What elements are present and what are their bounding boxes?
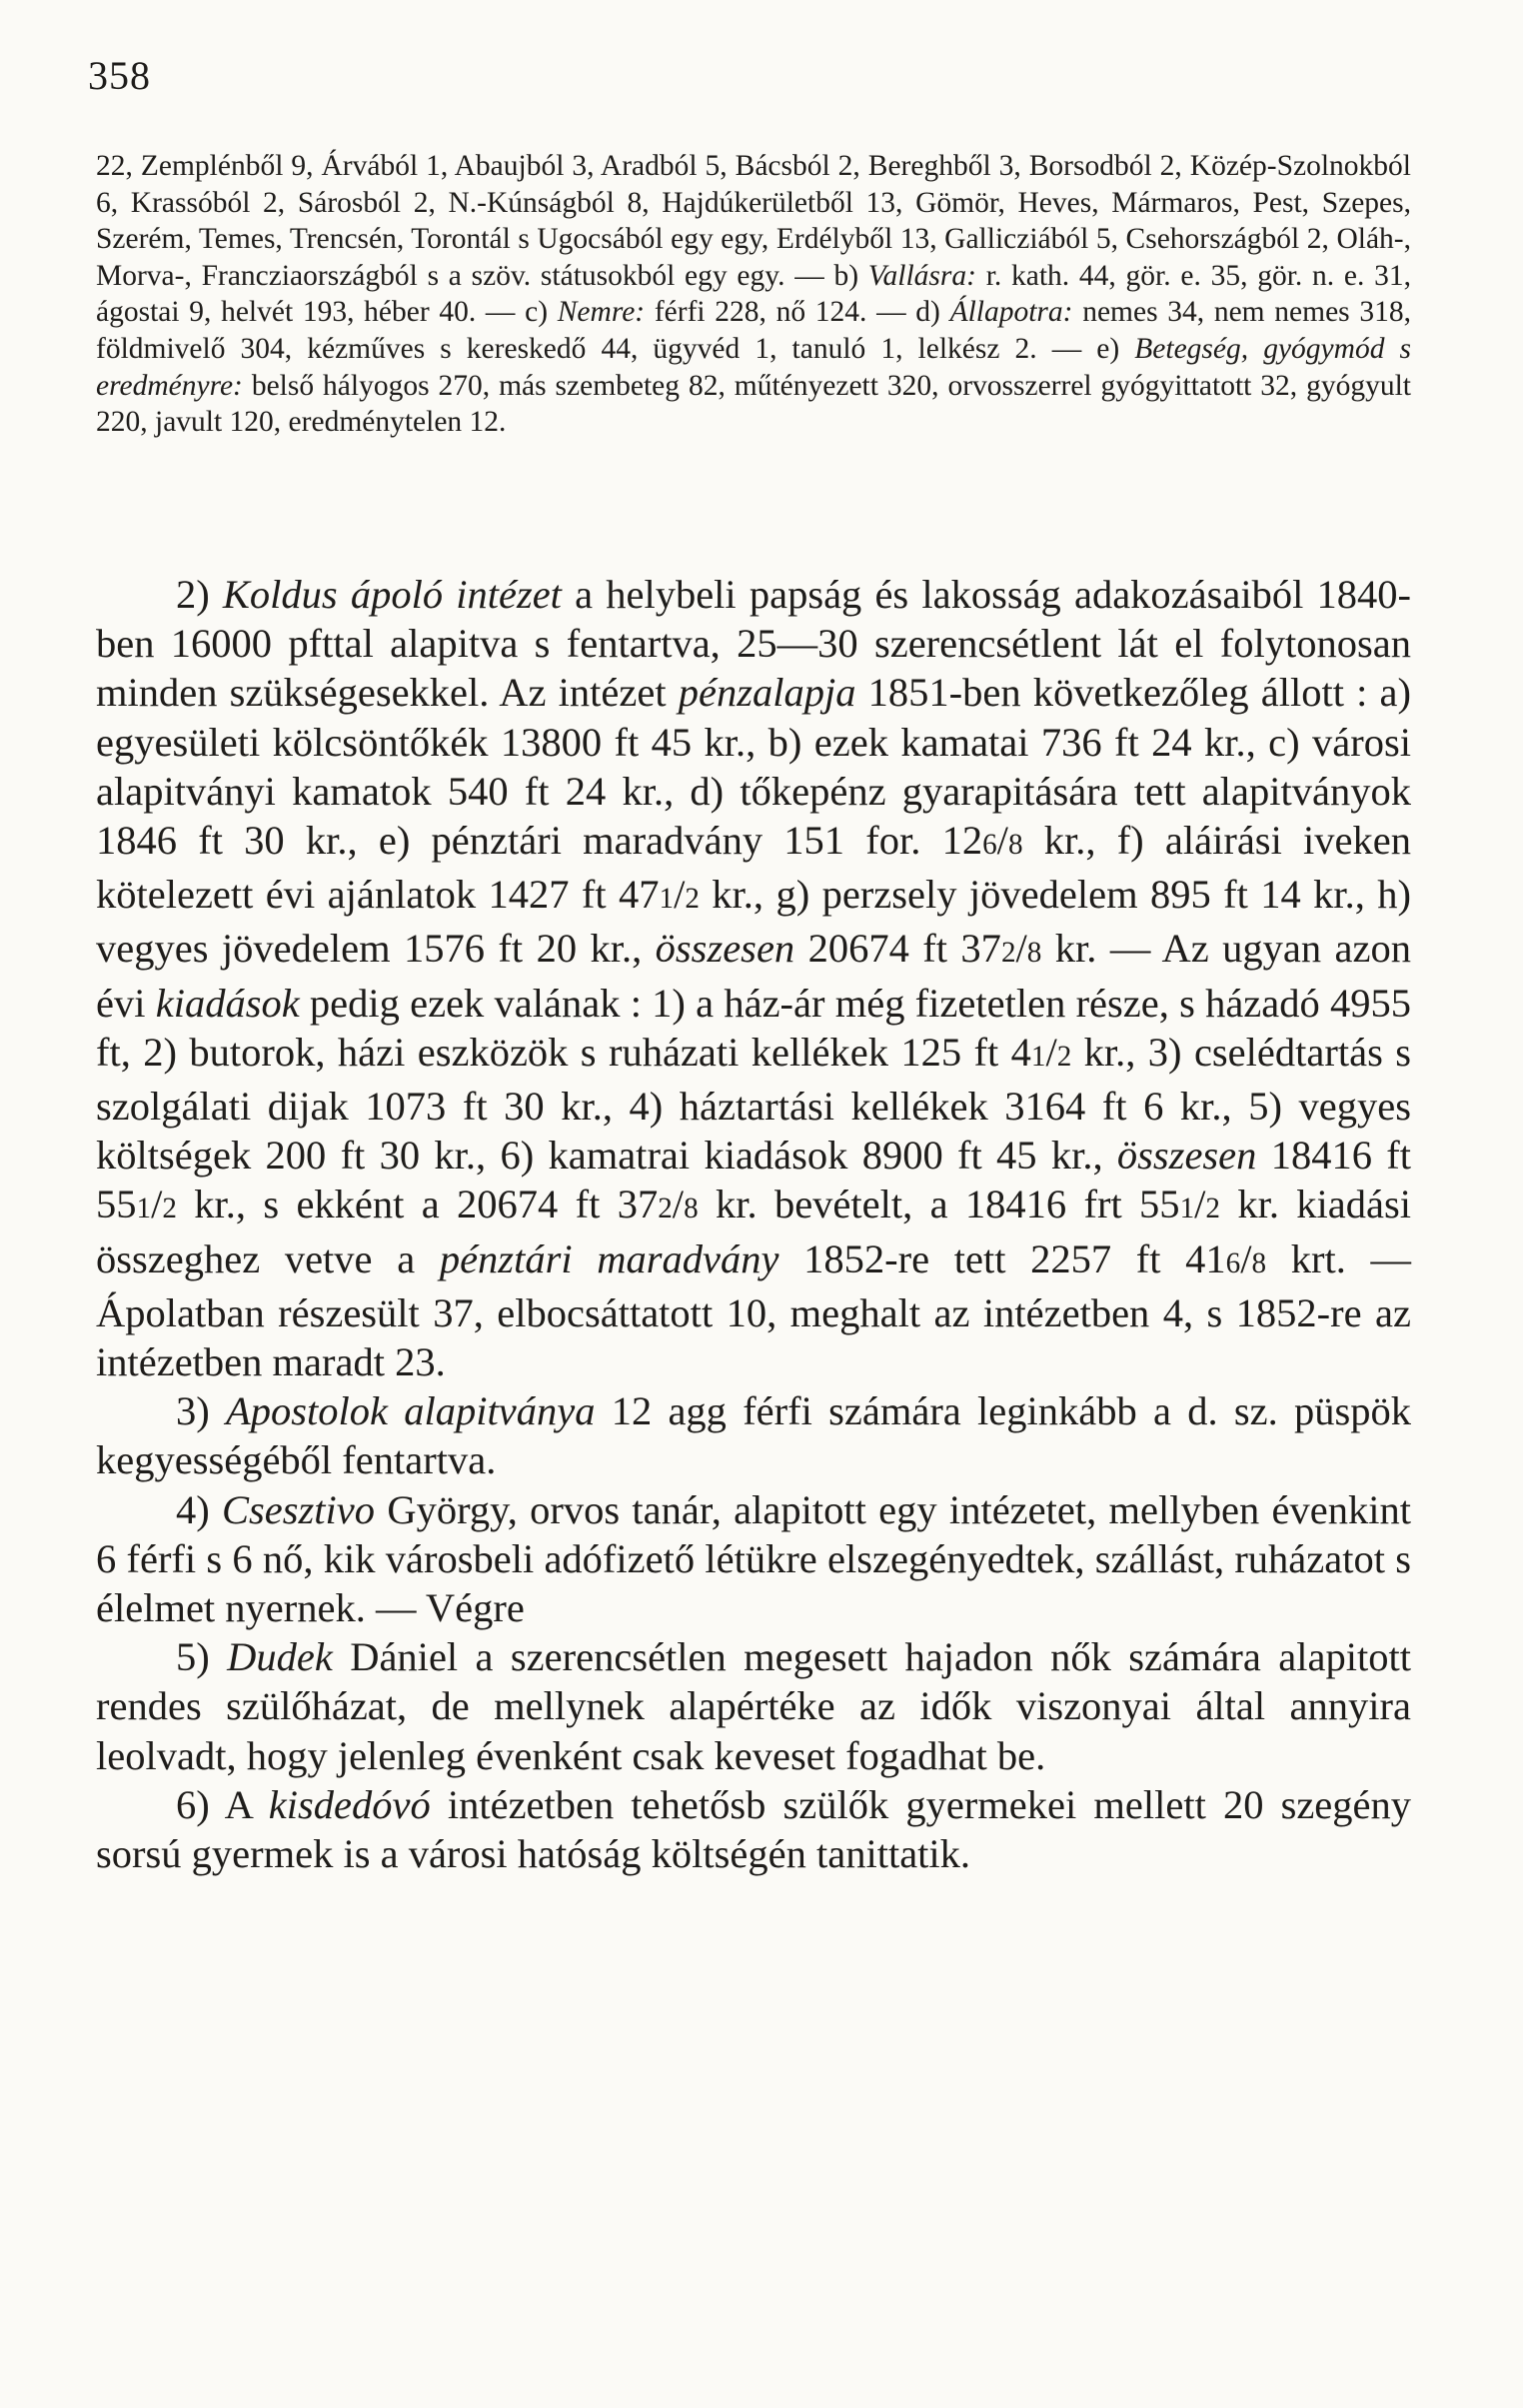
- footnote-text: 22, Zemplénből 9, Árvából 1, Abaujból 3, Aradból 5, Bácsból 2, Bereghből 3, Borsodból 2, Közép-Szolnokból 6, Krassóból 2, Sárosból 2, N.-Kúnságból 8, Hajdúkerületből 13, Gömör, Heves, Mármaros, Pest, Szepes, Szerém, Temes, Trencsén, Torontál s Ugocsából egy egy, Erdélyből 13, Gallicziából 5, Csehországból 2, Oláh-, Morva-, Francziaországból s a szöv. státusokból egy egy. — b) Vallásra: r. kath. 44, gör. e. 35, gör. n. e. 31, ágostai 9, helvét 193, héber 40. — c) Nemre: férfi 228, nő 124. — d) Állapotra: nemes 34, nem nemes 318, földmivelő 304, kézműves s kereskedő 44, ügyvéd 1, tanuló 1, lelkész 2. — e) Betegség, gyógymód s eredményre: belső hályogos 270, más szembeteg 82, műtényezett 320, orvosszerrel gyógyittatott 32, gyógyult 220, javult 120, eredménytelen 12.: [96, 150, 1412, 439]
- main-text: [96, 570, 1411, 1878]
- paragraph-csesztivo: 4) Csesztivo György, orvos tanár, alapitott egy intézetet, mellyben évenkint 6 férfi s 6 nő, kik városbeli adófizető létükre elszegényedtek, szállást, ruházatot s élelmet nyernek. — Végre: [96, 1486, 1411, 1631]
- paragraph-dudek: 5) Dudek Dániel a szerencsétlen megesett hajadon nők számára alapitott rendes szülőházat, de mellynek alapértéke az idők viszonyai által annyira leolvadt, hogy jelenleg évenként csak keveset fogadhat be.: [96, 1634, 1411, 1778]
- footnote-continuation: [96, 148, 1411, 441]
- paragraph-apostolok: 3) Apostolok alapitványa 12 agg férfi számára leginkább a d. sz. püspök kegyességéből fentartva.: [96, 1388, 1411, 1483]
- paragraph-kisdedovo: 6) A kisdedóvó intézetben tehetősb szülők gyermekei mellett 20 szegény sorsú gyermek is a városi hatóság költségén tanittatik.: [96, 1781, 1412, 1877]
- page-number: 358: [88, 53, 151, 98]
- paragraph-koldus-apolo: 2) Koldus ápoló intézet a helybeli papság és lakosság adakozásaiból 1840-ben 16000 pfttal alapitva s fentartva, 25—30 szerencsétlent lát el folytonosan minden szükségesekkel. Az intézet pénzalapja 1851-ben következőleg állott : a) egyesületi kölcsöntőkék 13800 ft 45 kr., b) ezek kamatai 736 ft 24 kr., c) városi alapitványi kamatok 540 ft 24 kr., d) tőkepénz gyarapitására tett alapitványok 1846 ft 30 kr., e) pénztári maradvány 151 for. 126/8 kr., f) aláirási iveken kötelezett évi ajánlatok 1427 ft 471/2 kr., g) perzsely jövedelem 895 ft 14 kr., h) vegyes jövedelem 1576 ft 20 kr., összesen 20674 ft 372/8 kr. — Az ugyan azon évi kiadások pedig ezek valának : 1) a ház-ár még fizetetlen része, s házadó 4955 ft, 2) butorok, házi eszközök s ruházati kellékek 125 ft 41/2 kr., 3) cselédtartás s szolgálati dijak 1073 ft 30 kr., 4) háztartási kellékek 3164 ft 6 kr., 5) vegyes költségek 200 ft 30 kr., 6) kamatrai kiadások 8900 ft 45 kr., összesen 18416 ft 551/2 kr., s ekként a 20674 ft 372/8 kr. bevételt, a 18416 frt 551/2 kr. kiadási összeghez vetve a pénztári maradvány 1852-re tett 2257 ft 416/8 krt. — Ápolatban részesült 37, elbocsáttatott 10, meghalt az intézetben 4, s 1852-re az intézetben maradt 23.: [96, 572, 1412, 1385]
